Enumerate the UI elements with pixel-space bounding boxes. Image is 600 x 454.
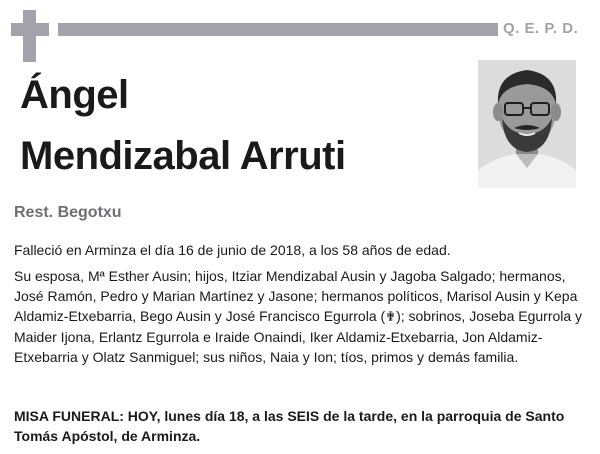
qepd-label: Q. E. P. D. (503, 20, 579, 37)
deceased-first-name: Ángel (20, 73, 129, 117)
deceased-portrait (478, 60, 576, 188)
family-text-part-1: Su esposa, Mª Esther Ausin; hijos, Itziar Mendizabal Ausin y Jagoba Salgado; hermanos, José Ramón, Pedro y Marian Martínez y Jasone; hermanos políticos, Marisol Ausin y Kepa Aldamiz-Etxebarria, Bego Ausin y José Francisco Egurrola ( (14, 268, 578, 324)
family-text (14, 266, 588, 367)
header-divider (58, 23, 498, 36)
latin-cross-icon (11, 10, 49, 62)
funeral-mass-text: MISA FUNERAL: HOY, lunes día 18, a las SEIS de la tarde, en la parroquia de Santo Tomás Apóstol, de Arminza. (14, 408, 565, 444)
family-text-part-2: ); sobrinos, Joseba Egurrola y Maider Ijona, Erlantz Egurrola e Iraide Onaindi, Iker Aldamiz-Etxebarria, Jon Aldamiz-Etxebarria y Olatz Sanmiguel; sus niños, Naia y Ion; tíos, primos y demás familia. (14, 308, 583, 365)
deceased-cross-icon: ✟ (385, 309, 397, 324)
deceased-surnames: Mendizabal Arruti (20, 134, 346, 178)
death-notice-text: Falleció en Arminza el día 16 de junio de 2018, a los 58 años de edad. (14, 242, 451, 258)
business-subtitle: Rest. Begotxu (14, 204, 122, 221)
